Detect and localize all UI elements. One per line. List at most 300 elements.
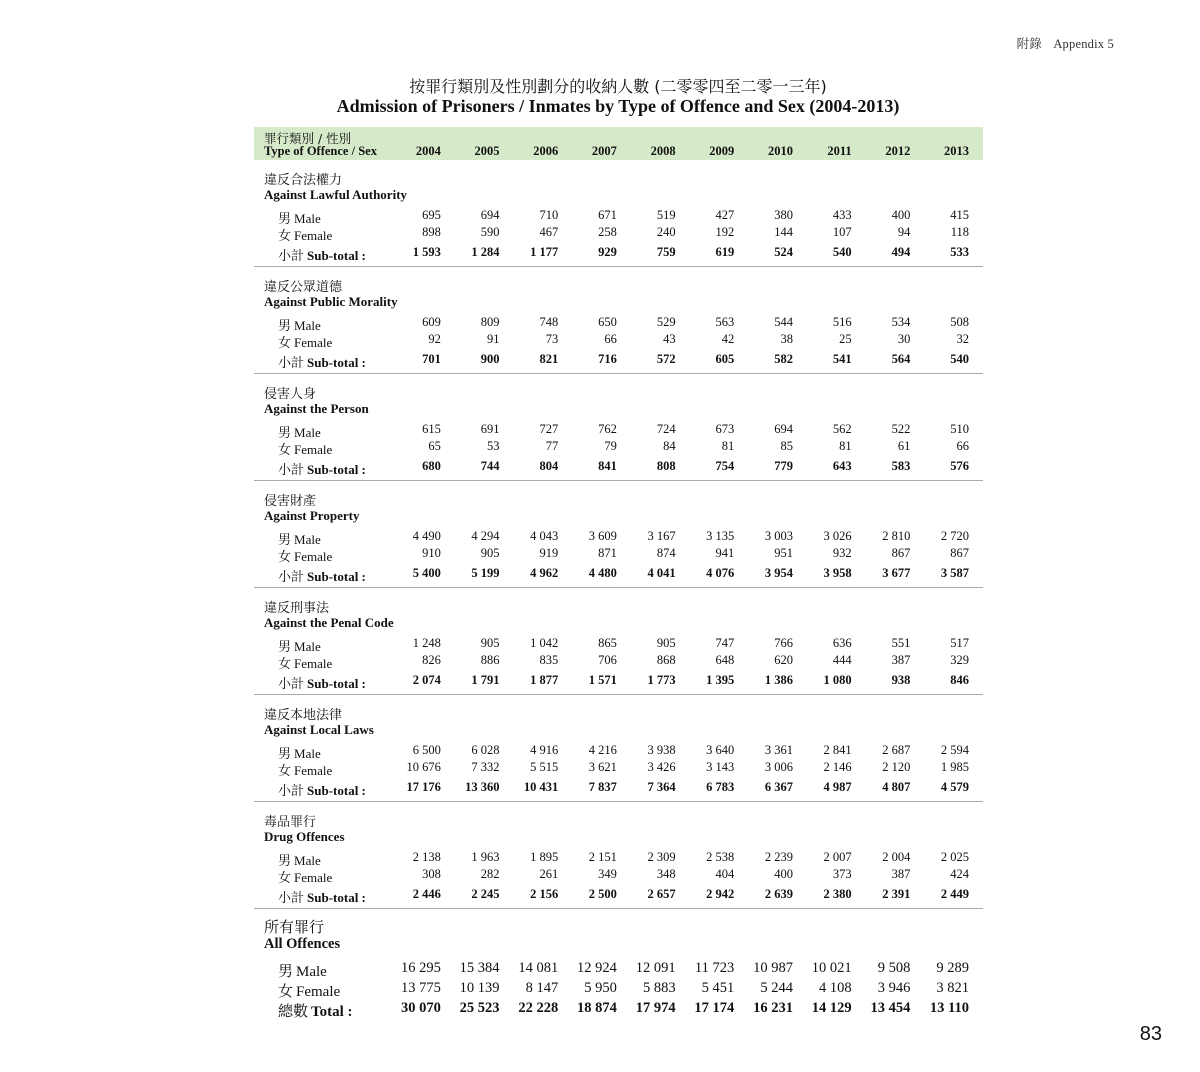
table-cell: 424 bbox=[950, 867, 969, 881]
female-row-label-zh: 女 bbox=[278, 550, 292, 565]
table-cell: 2 942 bbox=[706, 887, 735, 901]
male-row-values bbox=[382, 850, 969, 865]
table-cell: 865 bbox=[598, 636, 617, 650]
male-row-label-zh: 男 bbox=[278, 854, 292, 869]
male-row-values bbox=[382, 743, 969, 758]
table-cell: 65 bbox=[428, 439, 441, 453]
table-cell: 2 446 bbox=[412, 887, 441, 901]
table-cell: 910 bbox=[422, 546, 441, 560]
table-cell: 826 bbox=[422, 653, 441, 667]
table-cell: 3 640 bbox=[706, 743, 735, 757]
table-cell: 3 587 bbox=[940, 566, 969, 580]
category-title-en: Against Public Morality bbox=[264, 294, 398, 309]
category-blocks bbox=[254, 160, 983, 1019]
subtotal-row-label-en: Sub-total : bbox=[307, 676, 366, 691]
table-cell: 3 609 bbox=[588, 529, 617, 543]
subtotal-row-label bbox=[278, 566, 366, 585]
table-cell: 85 bbox=[780, 439, 793, 453]
category-block bbox=[254, 802, 983, 909]
grand-total-row-label-zh: 總數 bbox=[278, 1002, 309, 1020]
female-row-label bbox=[278, 546, 332, 565]
table-cell: 835 bbox=[539, 653, 559, 667]
subtotal-row bbox=[254, 566, 969, 583]
table-cell: 22 228 bbox=[518, 1000, 559, 1016]
title-english: Admission of Prisoners / Inmates by Type of Offence and Sex (2004-2013) bbox=[336, 96, 900, 116]
table-cell: 16 231 bbox=[753, 1000, 793, 1016]
category-title-zh: 侵害人身 bbox=[264, 387, 317, 402]
table-cell: 522 bbox=[891, 422, 911, 436]
table-cell: 4 987 bbox=[823, 780, 852, 794]
table-cell: 1 963 bbox=[471, 850, 500, 864]
table-cell: 4 041 bbox=[647, 566, 676, 580]
table-cell: 1 386 bbox=[764, 673, 793, 687]
female-row-values bbox=[382, 546, 969, 561]
subtotal-row bbox=[254, 887, 969, 904]
table-cell: 3 954 bbox=[764, 566, 793, 580]
subtotal-row-label-en: Sub-total : bbox=[307, 462, 366, 477]
total-female-row bbox=[254, 980, 969, 1000]
table-cell: 716 bbox=[598, 352, 617, 366]
table-cell: 2 025 bbox=[940, 850, 969, 864]
female-row-values bbox=[382, 760, 969, 775]
table-cell: 900 bbox=[480, 352, 500, 366]
table-cell: 932 bbox=[832, 546, 852, 560]
table-cell: 467 bbox=[539, 225, 559, 239]
subtotal-row-values bbox=[382, 780, 969, 795]
table-cell: 648 bbox=[715, 653, 735, 667]
male-row-values bbox=[382, 315, 969, 330]
grand-total-row-label bbox=[278, 1000, 353, 1021]
table-cell: 680 bbox=[422, 459, 441, 473]
table-cell: 868 bbox=[656, 653, 676, 667]
table-cell: 6 028 bbox=[471, 743, 500, 757]
table-cell: 1 877 bbox=[530, 673, 559, 687]
category-block bbox=[254, 160, 983, 267]
table-cell: 4 916 bbox=[530, 743, 559, 757]
subtotal-row-label bbox=[278, 780, 366, 799]
table-cell: 727 bbox=[539, 422, 559, 436]
category-title-en: Against the Person bbox=[264, 401, 369, 416]
table-cell: 9 289 bbox=[936, 960, 969, 976]
table-cell: 510 bbox=[950, 422, 969, 436]
year-header: 2008 bbox=[650, 144, 676, 158]
table-cell: 867 bbox=[950, 546, 969, 560]
table-cell: 744 bbox=[480, 459, 500, 473]
table-cell: 81 bbox=[721, 439, 735, 453]
table-cell: 3 946 bbox=[877, 980, 911, 996]
table-cell: 77 bbox=[545, 439, 559, 453]
total-male-row-values bbox=[382, 960, 969, 977]
table-cell: 524 bbox=[774, 245, 793, 259]
category-title-zh: 違反本地法律 bbox=[264, 708, 343, 723]
subtotal-row-label-en: Sub-total : bbox=[307, 355, 366, 370]
subtotal-row-values bbox=[382, 459, 969, 474]
table-cell: 871 bbox=[598, 546, 617, 560]
total-male-row-label-zh: 男 bbox=[278, 962, 294, 980]
table-cell: 695 bbox=[422, 208, 441, 222]
table-cell: 4 962 bbox=[530, 566, 559, 580]
female-row-label-en: Female bbox=[294, 335, 333, 350]
female-row-label-zh: 女 bbox=[278, 764, 292, 779]
table-cell: 3 361 bbox=[764, 743, 793, 757]
table-cell: 919 bbox=[539, 546, 559, 560]
male-row-label-en: Male bbox=[294, 211, 321, 226]
table-cell: 308 bbox=[422, 867, 441, 881]
table-cell: 3 135 bbox=[706, 529, 735, 543]
table-cell: 562 bbox=[832, 422, 852, 436]
table-cell: 10 431 bbox=[523, 780, 559, 794]
table-cell: 282 bbox=[480, 867, 500, 881]
male-row-label-en: Male bbox=[294, 532, 321, 547]
table-cell: 258 bbox=[598, 225, 617, 239]
subtotal-row-label-zh: 小計 bbox=[278, 570, 305, 585]
all-offences-title-en: All Offences bbox=[264, 936, 341, 952]
female-row bbox=[254, 439, 969, 456]
table-cell: 38 bbox=[780, 332, 793, 346]
year-headers bbox=[382, 144, 969, 159]
year-header: 2009 bbox=[709, 144, 735, 158]
table-cell: 81 bbox=[839, 439, 852, 453]
table-cell: 2 538 bbox=[706, 850, 735, 864]
table-cell: 240 bbox=[656, 225, 676, 239]
header-label-en: Type of Offence / Sex bbox=[264, 144, 377, 158]
table-cell: 1 571 bbox=[588, 673, 617, 687]
table-cell: 517 bbox=[950, 636, 969, 650]
table-cell: 144 bbox=[774, 225, 793, 239]
table-cell: 404 bbox=[715, 867, 735, 881]
table-cell: 3 143 bbox=[706, 760, 735, 774]
table-cell: 3 821 bbox=[936, 980, 969, 996]
table-cell: 5 400 bbox=[412, 566, 441, 580]
table-cell: 2 120 bbox=[882, 760, 911, 774]
table-cell: 92 bbox=[428, 332, 441, 346]
male-row-label-en: Male bbox=[294, 639, 321, 654]
table-cell: 17 174 bbox=[694, 1000, 735, 1016]
male-row bbox=[254, 422, 969, 439]
subtotal-row-label bbox=[278, 887, 366, 906]
table-cell: 564 bbox=[891, 352, 911, 366]
table-cell: 12 924 bbox=[577, 960, 617, 976]
table-cell: 2 594 bbox=[940, 743, 969, 757]
table-cell: 951 bbox=[774, 546, 793, 560]
table-cell: 43 bbox=[663, 332, 676, 346]
table-cell: 5 244 bbox=[760, 980, 793, 996]
table-cell: 941 bbox=[715, 546, 735, 560]
table-cell: 13 775 bbox=[400, 980, 441, 996]
table-cell: 1 248 bbox=[412, 636, 441, 650]
subtotal-row-values bbox=[382, 566, 969, 581]
table-cell: 2 151 bbox=[588, 850, 617, 864]
table-cell: 1 080 bbox=[823, 673, 852, 687]
subtotal-row-label bbox=[278, 673, 366, 692]
table-cell: 25 523 bbox=[459, 1000, 500, 1016]
table-cell: 11 723 bbox=[694, 960, 735, 976]
table-cell: 13 360 bbox=[465, 780, 500, 794]
table-cell: 821 bbox=[539, 352, 559, 366]
male-row bbox=[254, 743, 969, 760]
male-row-label-zh: 男 bbox=[278, 212, 292, 227]
table-cell: 516 bbox=[832, 315, 852, 329]
table-cell: 3 003 bbox=[764, 529, 793, 543]
female-row-label-zh: 女 bbox=[278, 336, 292, 351]
table-cell: 387 bbox=[891, 867, 911, 881]
table-cell: 61 bbox=[897, 439, 911, 453]
table-cell: 551 bbox=[891, 636, 911, 650]
table-cell: 6 367 bbox=[764, 780, 793, 794]
category-block bbox=[254, 481, 983, 588]
header-label-zh: 罪行類別 / 性別 bbox=[264, 131, 352, 146]
table-cell: 13 110 bbox=[929, 1000, 969, 1016]
year-header: 2004 bbox=[415, 144, 441, 158]
table-cell: 6 783 bbox=[706, 780, 735, 794]
table-cell: 3 621 bbox=[588, 760, 617, 774]
subtotal-row-values bbox=[382, 673, 969, 688]
table-cell: 583 bbox=[891, 459, 911, 473]
subtotal-row-label-en: Sub-total : bbox=[307, 890, 366, 905]
table-cell: 2 657 bbox=[647, 887, 676, 901]
table-cell: 5 199 bbox=[471, 566, 500, 580]
table-cell: 2 007 bbox=[823, 850, 852, 864]
appendix-note bbox=[1017, 34, 1114, 52]
female-row-label-zh: 女 bbox=[278, 871, 292, 886]
table-cell: 7 364 bbox=[647, 780, 676, 794]
male-row-label-zh: 男 bbox=[278, 426, 292, 441]
table-cell: 4 216 bbox=[588, 743, 617, 757]
table-cell: 1 177 bbox=[530, 245, 559, 259]
year-header: 2005 bbox=[474, 144, 500, 158]
table-cell: 643 bbox=[832, 459, 852, 473]
table-cell: 673 bbox=[715, 422, 735, 436]
subtotal-row-label bbox=[278, 459, 366, 478]
table-cell: 1 773 bbox=[647, 673, 676, 687]
table-cell: 53 bbox=[487, 439, 500, 453]
table-cell: 886 bbox=[480, 653, 500, 667]
table-cell: 508 bbox=[950, 315, 969, 329]
category-title-en: Drug Offences bbox=[264, 829, 345, 844]
female-row-label bbox=[278, 867, 332, 886]
table-cell: 66 bbox=[956, 439, 969, 453]
subtotal-row-label-en: Sub-total : bbox=[307, 248, 366, 263]
table-cell: 6 500 bbox=[412, 743, 441, 757]
male-row-label-zh: 男 bbox=[278, 747, 292, 762]
table-cell: 724 bbox=[656, 422, 676, 436]
category-block bbox=[254, 588, 983, 695]
table-cell: 30 bbox=[897, 332, 911, 346]
category-title-zh: 違反刑事法 bbox=[264, 601, 330, 616]
subtotal-row-label-zh: 小計 bbox=[278, 249, 305, 264]
year-header: 2011 bbox=[827, 144, 852, 158]
table-cell: 10 139 bbox=[459, 980, 500, 996]
table-cell: 1 593 bbox=[412, 245, 441, 259]
table-cell: 2 687 bbox=[882, 743, 911, 757]
table-cell: 5 950 bbox=[584, 980, 617, 996]
female-row-values bbox=[382, 332, 969, 347]
table-cell: 15 384 bbox=[459, 960, 500, 976]
male-row-label-en: Male bbox=[294, 853, 321, 868]
table-cell: 929 bbox=[598, 245, 617, 259]
table-cell: 2 841 bbox=[823, 743, 852, 757]
male-row-label-en: Male bbox=[294, 746, 321, 761]
table-cell: 14 129 bbox=[811, 1000, 852, 1016]
total-male-row-label-en: Male bbox=[296, 964, 327, 980]
subtotal-row bbox=[254, 673, 969, 690]
table-cell: 540 bbox=[832, 245, 852, 259]
table-cell: 519 bbox=[656, 208, 676, 222]
table-cell: 17 176 bbox=[406, 780, 441, 794]
admissions-table bbox=[254, 127, 983, 1019]
subtotal-row bbox=[254, 352, 969, 369]
table-cell: 2 309 bbox=[647, 850, 676, 864]
table-cell: 748 bbox=[539, 315, 559, 329]
table-cell: 400 bbox=[774, 867, 793, 881]
category-title-zh: 毒品罪行 bbox=[264, 815, 317, 830]
table-cell: 192 bbox=[715, 225, 735, 239]
category-title-en: Against Local Laws bbox=[264, 722, 374, 737]
table-cell: 905 bbox=[480, 546, 500, 560]
subtotal-row-label-en: Sub-total : bbox=[307, 569, 366, 584]
table-cell: 534 bbox=[891, 315, 911, 329]
table-cell: 373 bbox=[832, 867, 852, 881]
table-cell: 762 bbox=[598, 422, 617, 436]
table-cell: 9 508 bbox=[877, 960, 911, 976]
table-cell: 1 985 bbox=[940, 760, 969, 774]
table-cell: 867 bbox=[891, 546, 911, 560]
table-cell: 691 bbox=[480, 422, 500, 436]
year-header: 2010 bbox=[767, 144, 793, 158]
table-cell: 706 bbox=[598, 653, 617, 667]
table-cell: 444 bbox=[832, 653, 852, 667]
table-cell: 694 bbox=[480, 208, 500, 222]
appendix-en: Appendix 5 bbox=[1053, 37, 1114, 51]
category-block bbox=[254, 374, 983, 481]
female-row-label bbox=[278, 760, 332, 779]
title-chinese: 按罪行類別及性別劃分的收納人數 (二零零四至二零一三年) bbox=[409, 77, 827, 96]
table-cell: 2 239 bbox=[764, 850, 793, 864]
table-cell: 349 bbox=[598, 867, 617, 881]
table-cell: 754 bbox=[715, 459, 735, 473]
male-row-values bbox=[382, 636, 969, 651]
total-female-row-values bbox=[382, 980, 969, 997]
table-cell: 671 bbox=[598, 208, 617, 222]
grand-total-row-label-en: Total : bbox=[311, 1004, 353, 1020]
page-number: 83 bbox=[1139, 1023, 1162, 1045]
table-cell: 107 bbox=[832, 225, 852, 239]
female-row-label bbox=[278, 332, 332, 351]
category-block bbox=[254, 267, 983, 374]
table-cell: 380 bbox=[774, 208, 793, 222]
table-cell: 2 245 bbox=[471, 887, 500, 901]
table-cell: 563 bbox=[715, 315, 735, 329]
table-cell: 2 074 bbox=[412, 673, 441, 687]
subtotal-row-label bbox=[278, 352, 366, 371]
female-row-label bbox=[278, 439, 332, 458]
subtotal-row-label bbox=[278, 245, 366, 264]
table-cell: 2 391 bbox=[882, 887, 911, 901]
female-row-label-zh: 女 bbox=[278, 657, 292, 672]
female-row-label-en: Female bbox=[294, 763, 333, 778]
table-cell: 7 332 bbox=[471, 760, 500, 774]
female-row-label-en: Female bbox=[294, 549, 333, 564]
table-cell: 808 bbox=[656, 459, 676, 473]
table-cell: 3 426 bbox=[647, 760, 676, 774]
table-cell: 10 021 bbox=[811, 960, 852, 976]
table-cell: 16 295 bbox=[400, 960, 441, 976]
male-row bbox=[254, 529, 969, 546]
table-cell: 4 294 bbox=[471, 529, 500, 543]
total-female-row-label bbox=[278, 980, 340, 1001]
table-cell: 494 bbox=[891, 245, 911, 259]
male-row-label-zh: 男 bbox=[278, 319, 292, 334]
table-cell: 7 837 bbox=[588, 780, 617, 794]
table-cell: 5 515 bbox=[530, 760, 559, 774]
table-cell: 3 958 bbox=[823, 566, 852, 580]
table-cell: 32 bbox=[956, 332, 969, 346]
table-cell: 42 bbox=[721, 332, 735, 346]
appendix-zh: 附錄 bbox=[1016, 37, 1042, 51]
female-row-label bbox=[278, 653, 332, 672]
table-cell: 2 156 bbox=[530, 887, 559, 901]
table-cell: 348 bbox=[656, 867, 676, 881]
table-cell: 650 bbox=[598, 315, 617, 329]
table-cell: 94 bbox=[897, 225, 911, 239]
table-cell: 13 454 bbox=[870, 1000, 911, 1016]
table-cell: 5 451 bbox=[701, 980, 735, 996]
table-cell: 759 bbox=[656, 245, 676, 259]
table-cell: 73 bbox=[545, 332, 559, 346]
table-cell: 582 bbox=[774, 352, 793, 366]
category-title-en: Against the Penal Code bbox=[264, 615, 394, 630]
table-cell: 4 480 bbox=[588, 566, 617, 580]
table-cell: 905 bbox=[480, 636, 500, 650]
table-cell: 605 bbox=[715, 352, 735, 366]
female-row-values bbox=[382, 225, 969, 240]
table-cell: 609 bbox=[422, 315, 441, 329]
table-cell: 1 895 bbox=[530, 850, 559, 864]
female-row bbox=[254, 760, 969, 777]
table-cell: 10 987 bbox=[753, 960, 793, 976]
table-cell: 8 147 bbox=[525, 980, 559, 996]
table-cell: 2 720 bbox=[940, 529, 969, 543]
category-title-en: Against Lawful Authority bbox=[264, 187, 408, 202]
male-row-values bbox=[382, 208, 969, 223]
table-header-band bbox=[254, 127, 983, 160]
subtotal-row-values bbox=[382, 245, 969, 260]
category-title-zh: 違反公眾道德 bbox=[264, 280, 343, 295]
female-row bbox=[254, 546, 969, 563]
subtotal-row-label-zh: 小計 bbox=[278, 463, 305, 478]
table-cell: 809 bbox=[480, 315, 500, 329]
table-cell: 329 bbox=[950, 653, 969, 667]
category-title-zh: 違反合法權力 bbox=[264, 173, 343, 188]
table-cell: 25 bbox=[839, 332, 852, 346]
all-offences-title-zh: 所有罪行 bbox=[264, 918, 325, 936]
table-cell: 898 bbox=[422, 225, 441, 239]
table-cell: 118 bbox=[950, 225, 969, 239]
total-female-row-label-en: Female bbox=[296, 984, 341, 1000]
table-cell: 2 500 bbox=[588, 887, 617, 901]
year-header: 2007 bbox=[591, 144, 617, 158]
subtotal-row-values bbox=[382, 352, 969, 367]
table-cell: 905 bbox=[656, 636, 676, 650]
table-cell: 694 bbox=[774, 422, 793, 436]
category-block bbox=[254, 695, 983, 802]
female-row-label-en: Female bbox=[294, 228, 333, 243]
table-cell: 533 bbox=[950, 245, 969, 259]
male-row-values bbox=[382, 529, 969, 544]
male-row bbox=[254, 315, 969, 332]
table-cell: 3 006 bbox=[764, 760, 793, 774]
table-cell: 4 807 bbox=[882, 780, 911, 794]
